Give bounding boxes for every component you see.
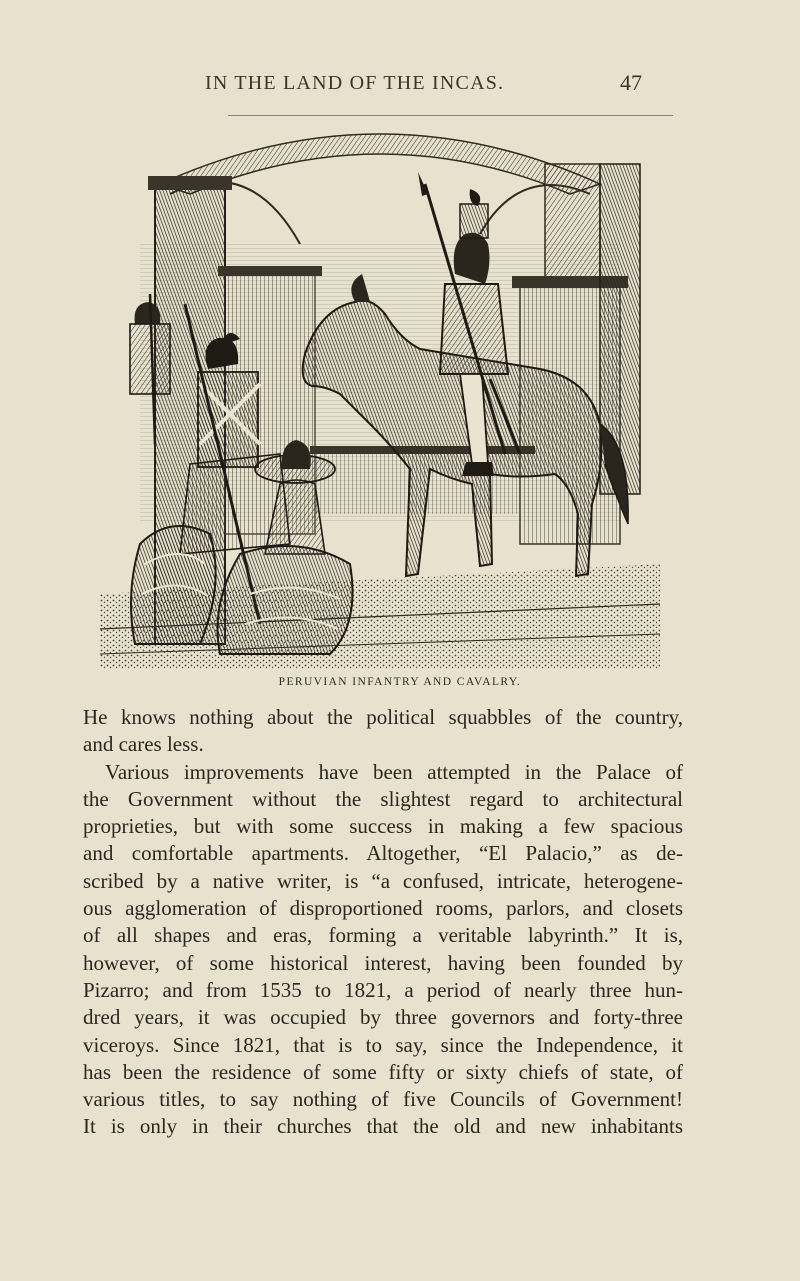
text-line: Various improvements have been attempted in the Palace of	[105, 759, 683, 784]
text-line: and cares less.	[83, 732, 204, 757]
text-line: Pizarro; and from 1535 to 1821, a period of nearly three hun-	[83, 977, 683, 1002]
header-rule	[228, 115, 673, 116]
paragraph	[83, 704, 683, 759]
text-line: dred years, it was occupied by three governors and forty-three	[83, 1005, 683, 1030]
text-line: the Government without the slightest regard to architectural	[83, 786, 683, 811]
text-line: scribed by a native writer, is “a confused, intricate, heterogene-	[83, 868, 683, 893]
paragraph	[83, 759, 683, 1141]
text-line: however, of some historical interest, having been founded by	[83, 950, 683, 975]
page-number: 47	[620, 70, 642, 95]
figure-caption: PERUVIAN INFANTRY AND CAVALRY.	[278, 676, 522, 688]
text-line: He knows nothing about the political squabbles of the country,	[83, 705, 683, 729]
running-title: IN THE LAND OF THE INCAS.	[205, 72, 505, 94]
text-line: viceroys. Since 1821, that is to say, since the Independence, it	[83, 1032, 683, 1057]
text-line: has been the residence of some fifty or sixty chiefs of state, of	[83, 1059, 683, 1084]
peruvian-soldiers-engraving	[100, 124, 660, 669]
text-line: It is only in their churches that the old and new inhabitants	[83, 1114, 683, 1139]
running-head	[0, 64, 800, 104]
text-line: ous agglomeration of disproportioned rooms, parlors, and closets	[83, 896, 683, 921]
text-line: proprieties, but with some success in making a few spacious	[83, 814, 683, 839]
text-line: various titles, to say nothing of five Councils of Government!	[83, 1087, 683, 1112]
text-line: and comfortable apartments. Altogether, “El Palacio,” as de-	[83, 841, 683, 866]
text-line: of all shapes and eras, forming a veritable labyrinth.” It is,	[83, 923, 683, 948]
body-text	[83, 704, 683, 1141]
